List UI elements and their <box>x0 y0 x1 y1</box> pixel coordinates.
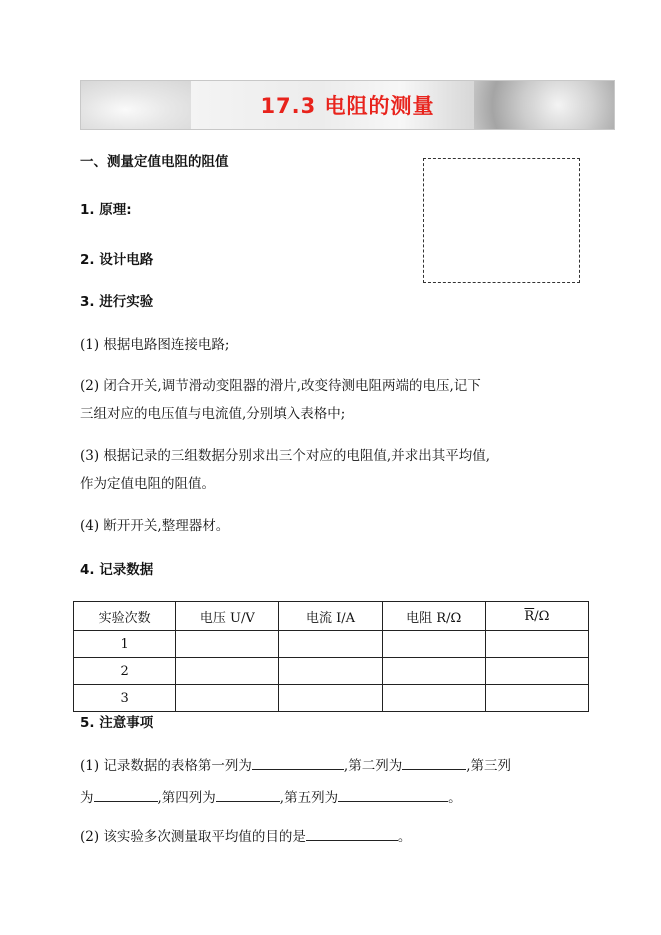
table-cell[interactable] <box>279 631 382 658</box>
table-cell[interactable] <box>485 685 588 712</box>
average-r-symbol: $\overline{R}$ <box>524 608 535 624</box>
table-row <box>74 658 589 685</box>
table-cell-trial: 3 <box>74 685 176 712</box>
header-voltage: 电压 U/V <box>176 602 279 631</box>
table-cell-trial: 2 <box>74 658 176 685</box>
note-2 <box>80 826 411 847</box>
step-2-line-1: (2) 闭合开关,调节滑动变阻器的滑片,改变待测电阻两端的电压,记下 <box>80 378 481 394</box>
blank-column-2[interactable] <box>402 755 466 770</box>
note-1-text-f: ,第五列为 <box>279 790 339 806</box>
note-1-text-d: 为 <box>80 790 94 806</box>
table-cell-trial: 1 <box>74 631 176 658</box>
header-trial: 实验次数 <box>74 602 176 631</box>
table-cell[interactable] <box>485 631 588 658</box>
note-1-text-b: ,第二列为 <box>343 758 403 774</box>
step-3-line-1: (3) 根据记录的三组数据分别求出三个对应的电阻值,并求出其平均值, <box>80 448 490 464</box>
step-4: (4) 断开开关,整理器材。 <box>80 518 230 534</box>
step-2-line-2: 三组对应的电压值与电流值,分别填入表格中; <box>80 406 346 422</box>
page-title: 17.3 电阻的测量 <box>260 94 435 118</box>
item-record: 4. 记录数据 <box>80 562 154 578</box>
table-cell[interactable] <box>279 685 382 712</box>
table-cell[interactable] <box>382 685 485 712</box>
note-1-line-1 <box>80 755 511 776</box>
blank-column-1[interactable] <box>252 755 344 770</box>
header-current: 电流 I/A <box>279 602 382 631</box>
table-row <box>74 685 589 712</box>
blank-purpose[interactable] <box>306 826 398 841</box>
table-cell[interactable] <box>176 658 279 685</box>
title-banner <box>80 80 615 130</box>
note-1-line-2 <box>80 787 462 808</box>
blank-column-3[interactable] <box>94 787 158 802</box>
table-cell[interactable] <box>279 658 382 685</box>
note-2-text-b: 。 <box>397 829 412 845</box>
note-2-text-a: (2) 该实验多次测量取平均值的目的是 <box>80 829 306 845</box>
table-row <box>74 631 589 658</box>
table-cell[interactable] <box>485 658 588 685</box>
data-table <box>73 601 589 712</box>
table-cell[interactable] <box>176 685 279 712</box>
header-resistance: 电阻 R/Ω <box>382 602 485 631</box>
item-principle: 1. 原理: <box>80 202 132 218</box>
table-cell[interactable] <box>382 658 485 685</box>
table-header-row <box>74 602 589 631</box>
item-experiment: 3. 进行实验 <box>80 294 154 310</box>
table-cell[interactable] <box>176 631 279 658</box>
blank-column-5[interactable] <box>338 787 448 802</box>
header-average-resistance <box>485 602 588 631</box>
note-1-text-e: ,第四列为 <box>157 790 216 806</box>
note-1-text-c: ,第三列 <box>466 758 512 774</box>
table-cell[interactable] <box>382 631 485 658</box>
note-1-text-g: 。 <box>448 790 462 806</box>
section-heading: 一、测量定值电阻的阻值 <box>80 154 229 170</box>
step-1: (1) 根据电路图连接电路; <box>80 337 230 353</box>
item-circuit: 2. 设计电路 <box>80 252 154 268</box>
circuit-diagram-box <box>423 158 580 283</box>
note-1-text-a: (1) 记录数据的表格第一列为 <box>80 758 252 774</box>
item-notes: 5. 注意事项 <box>80 715 154 731</box>
step-3-line-2: 作为定值电阻的阻值。 <box>80 476 215 492</box>
blank-column-4[interactable] <box>216 787 280 802</box>
average-r-unit: /Ω <box>534 608 550 624</box>
